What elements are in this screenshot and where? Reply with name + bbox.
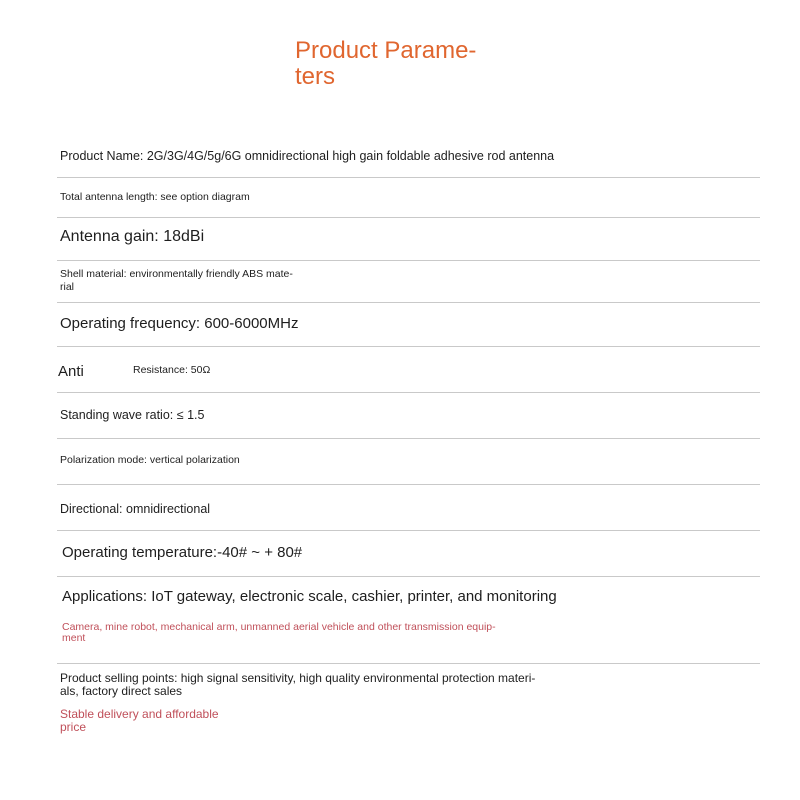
- total-antenna-length: Total antenna length: see option diagram: [60, 191, 250, 203]
- resistance: Resistance: 50Ω: [133, 364, 211, 376]
- product-name: Product Name: 2G/3G/4G/5g/6G omnidirectional high gain foldable adhesive rod antenna: [60, 149, 555, 163]
- shell-material-line-2: rial: [60, 281, 75, 293]
- directional: Directional: omnidirectional: [60, 502, 211, 516]
- divider: [57, 438, 760, 439]
- polarization-mode: Polarization mode: vertical polarization: [60, 454, 240, 466]
- shell-material-line-1: Shell material: environmentally friendly ABS mate-: [60, 268, 293, 280]
- operating-frequency: Operating frequency: 600-6000MHz: [60, 315, 299, 332]
- divider: [57, 177, 760, 178]
- page-title: [295, 38, 476, 90]
- divider: [57, 663, 760, 664]
- divider: [57, 260, 760, 261]
- divider: [57, 576, 760, 577]
- divider: [57, 530, 760, 531]
- divider: [57, 302, 760, 303]
- divider: [57, 217, 760, 218]
- selling-points-line-2: als, factory direct sales: [60, 684, 183, 698]
- selling-points-line-1: Product selling points: high signal sensitivity, high quality environmental protection materi-: [60, 671, 536, 685]
- applications: Applications: IoT gateway, electronic scale, cashier, printer, and monitoring: [62, 588, 557, 605]
- divider: [57, 346, 760, 347]
- applications-extra-line-1: Camera, mine robot, mechanical arm, unmanned aerial vehicle and other transmission equip-: [62, 621, 496, 633]
- standing-wave-ratio: Standing wave ratio: ≤ 1.5: [60, 408, 205, 422]
- antenna-gain: Antenna gain: 18dBi: [60, 228, 205, 245]
- page-title-line-2: ters: [295, 63, 336, 90]
- divider: [57, 392, 760, 393]
- stable-delivery-line-2: price: [60, 720, 87, 734]
- operating-temperature: Operating temperature:-40# ~ + 80#: [62, 544, 303, 561]
- applications-extra-line-2: ment: [62, 632, 86, 644]
- page-title-line-1: Product Parame-: [295, 37, 477, 64]
- anti-label: Anti: [58, 363, 84, 380]
- stable-delivery-line-1: Stable delivery and affordable: [60, 707, 219, 721]
- divider: [57, 484, 760, 485]
